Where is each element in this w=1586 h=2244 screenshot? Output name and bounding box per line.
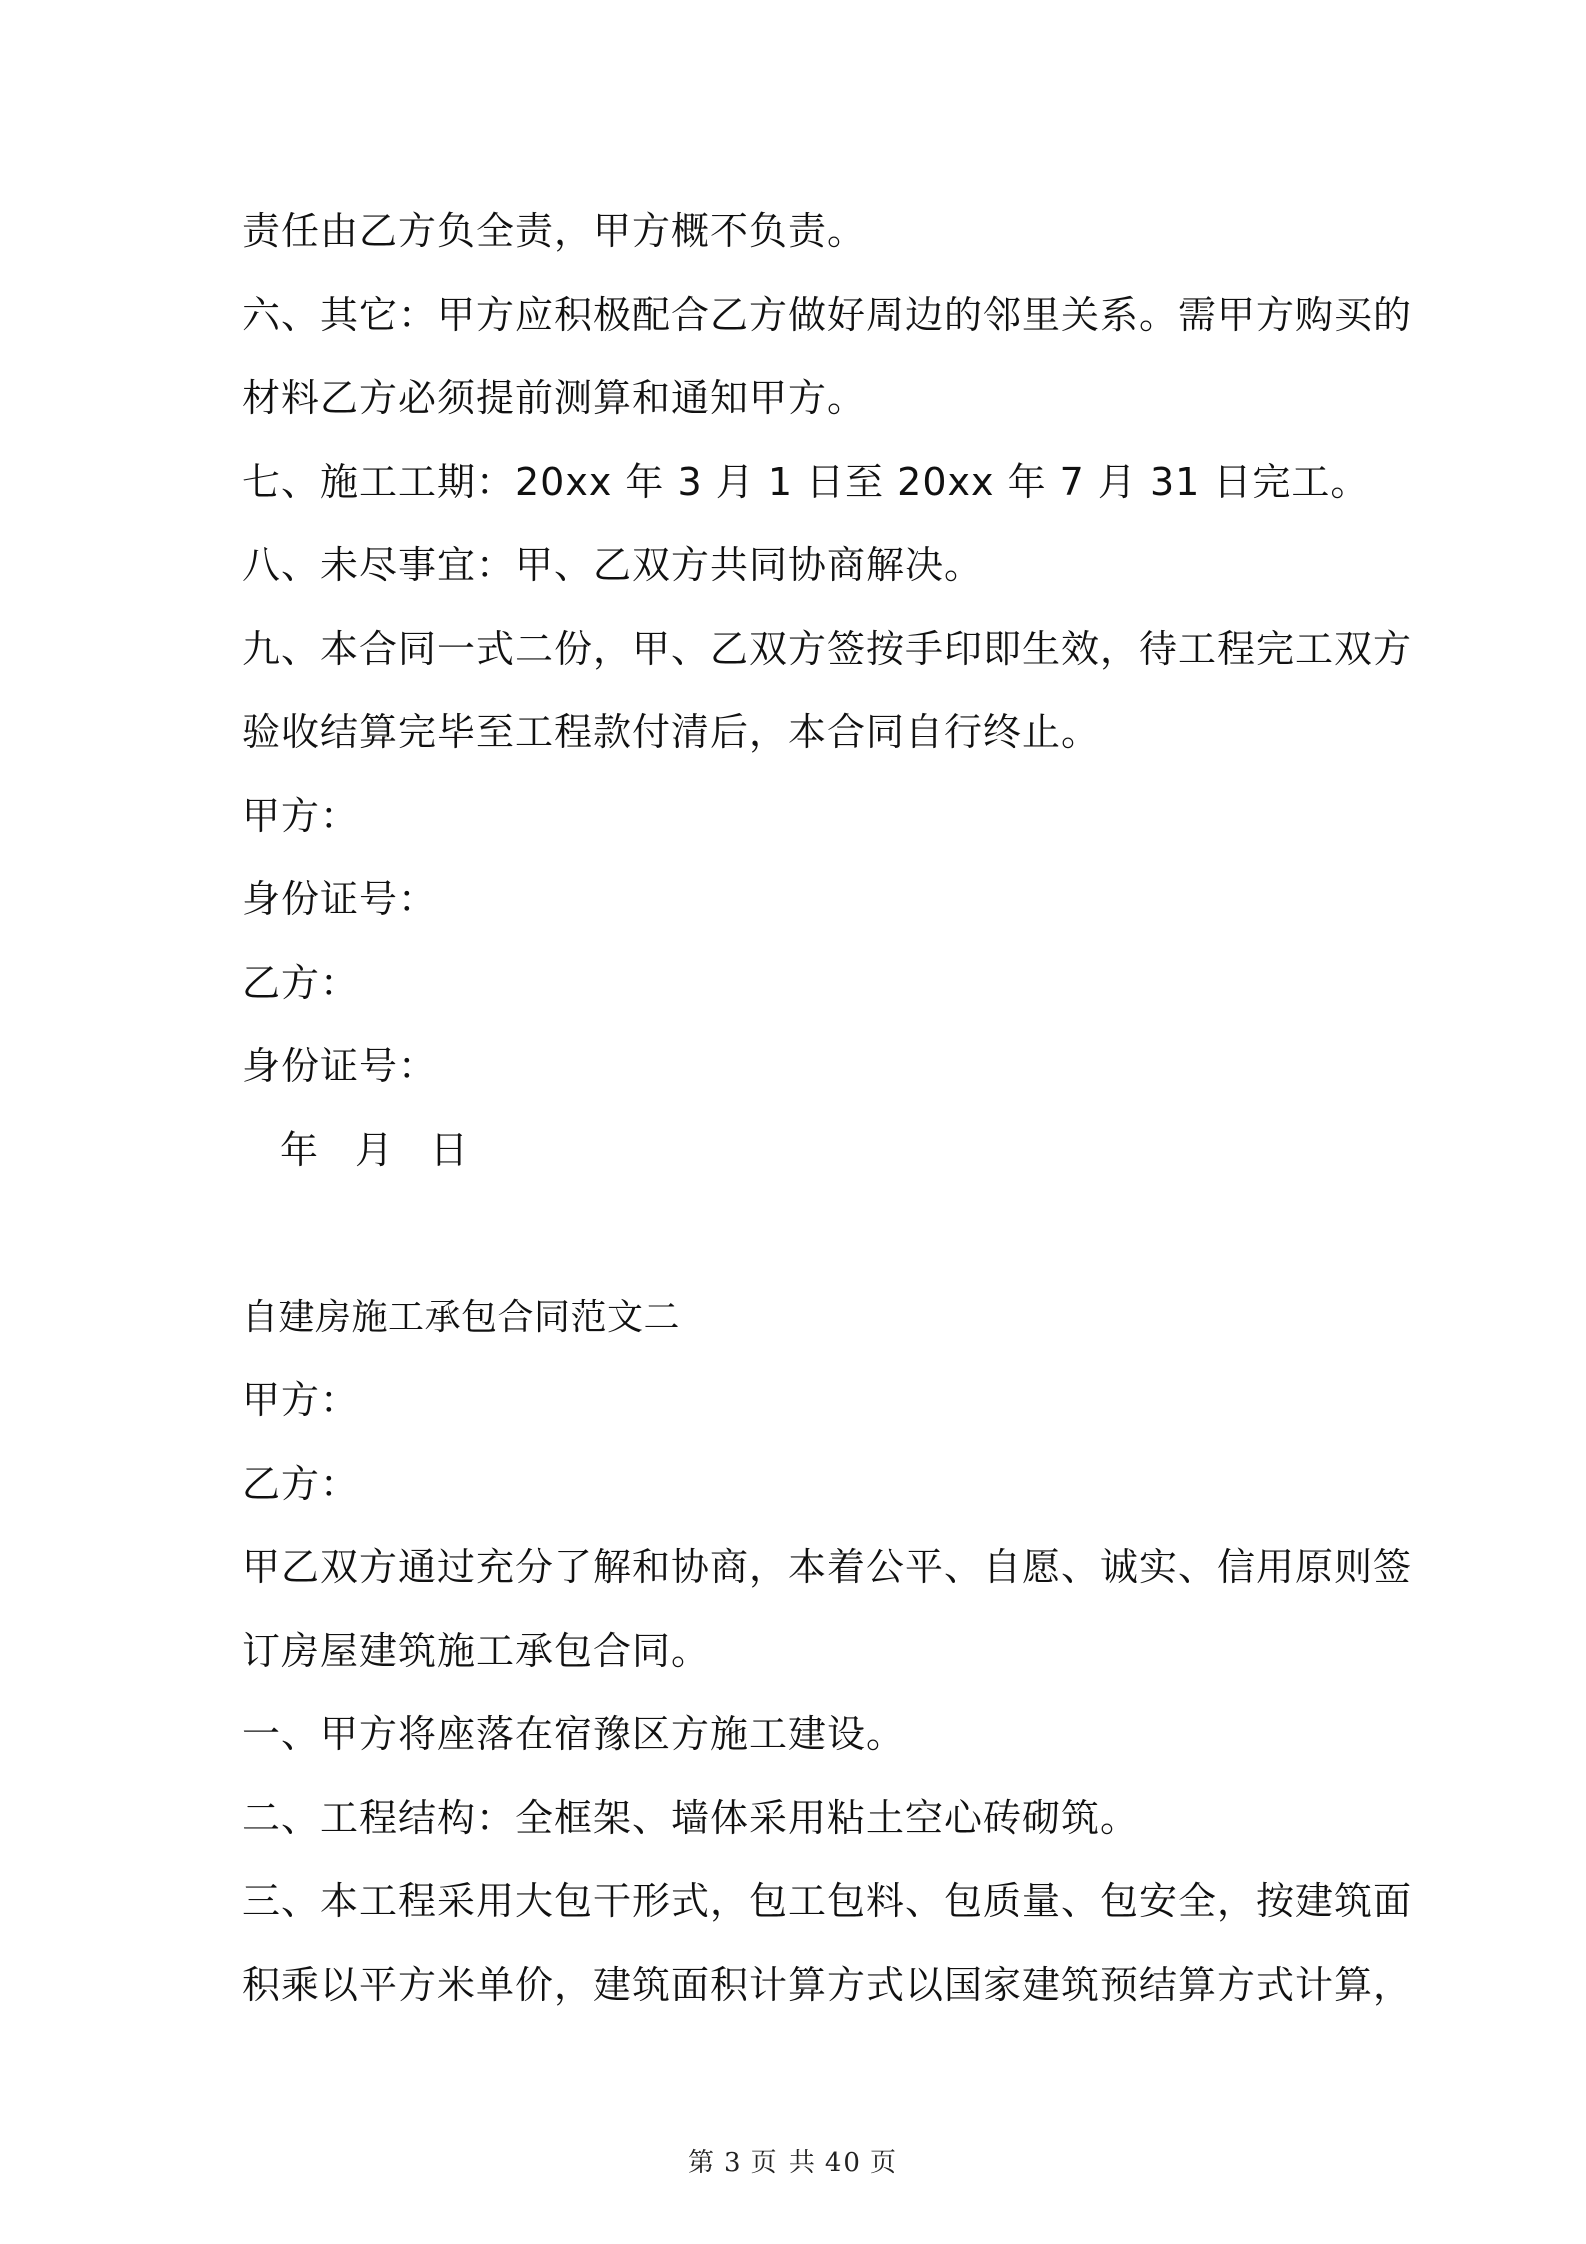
- text-line: 责任由乙方负全责，甲方概不负责。: [242, 209, 867, 253]
- footer-total-pages: 40: [824, 2148, 862, 2178]
- date-month: 月: [355, 1127, 395, 1172]
- party-b-label: 乙方：: [242, 960, 360, 1005]
- footer-suffix: 页: [869, 2148, 898, 2178]
- footer-prefix: 第: [688, 2148, 717, 2178]
- text-line: 材料乙方必须提前测算和通知甲方。: [242, 376, 867, 420]
- footer-current-page: 3: [724, 2148, 743, 2178]
- date-year: 年: [280, 1127, 320, 1172]
- signature-date: [242, 1109, 1362, 1193]
- party-b-label: 乙方：: [242, 1461, 360, 1506]
- text-line: 积乘以平方米单价，建筑面积计算方式以国家建筑预结算方式计算，: [242, 1962, 1413, 2007]
- date-day: 日: [430, 1127, 470, 1172]
- text-line: 一、甲方将座落在宿豫区方施工建设。: [242, 1712, 906, 1756]
- party-a-id-label: 身份证号：: [242, 877, 438, 921]
- text-line: 九、本合同一式二份，甲、乙双方签按手印即生效，待工程完工双方: [242, 626, 1413, 671]
- text-line: 七、施工工期：20xx 年 3 月 1 日至 20xx 年 7 月 31 日完工。: [242, 459, 1370, 504]
- party-a-label: 甲方：: [242, 793, 360, 838]
- text-line: 三、本工程采用大包干形式，包工包料、包质量、包安全，按建筑面: [242, 1879, 1413, 1923]
- blank-line: [242, 1192, 1362, 1276]
- text-line: 六、其它：甲方应积极配合乙方做好周边的邻里关系。需甲方购买的: [242, 292, 1413, 337]
- text-line: 八、未尽事宜：甲、乙双方共同协商解决。: [242, 543, 984, 587]
- party-b-id-label: 身份证号：: [242, 1044, 438, 1088]
- text-line: 验收结算完毕至工程款付清后，本合同自行终止。: [242, 710, 1101, 754]
- text-line: 订房屋建筑施工承包合同。: [242, 1628, 711, 1673]
- text-line: 二、工程结构：全框架、墙体采用粘土空心砖砌筑。: [242, 1795, 1140, 1840]
- document-body: [242, 190, 1413, 2027]
- footer-middle: 页 共: [750, 2148, 817, 2178]
- text-line: 甲乙双方通过充分了解和协商，本着公平、自愿、诚实、信用原则签: [242, 1545, 1413, 1589]
- party-a-label: 甲方：: [242, 1378, 360, 1422]
- page-footer: [0, 2142, 1586, 2179]
- section-title: 自建房施工承包合同范文二: [242, 1296, 681, 1338]
